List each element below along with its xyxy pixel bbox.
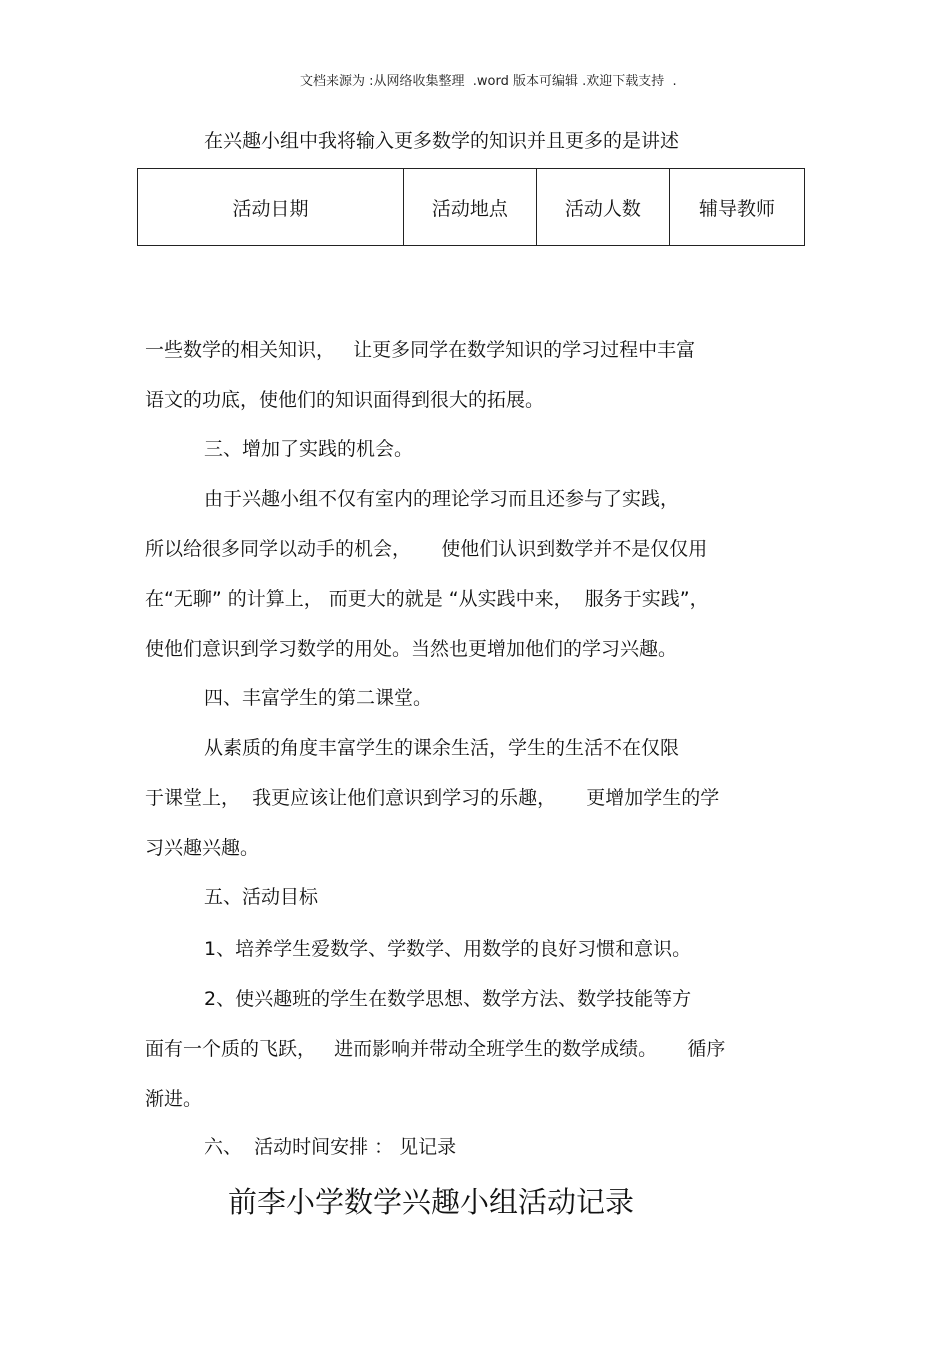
body-line: 于课堂上， 我更应该让他们意识到学习的乐趣， 更增加学生的学 xyxy=(145,787,720,809)
body-line: 从素质的角度丰富学生的课余生活，学生的生活不在仅限 xyxy=(204,737,680,759)
table-header-place: 活动地点 xyxy=(403,169,536,246)
body-line: 在“无聊” 的计算上， 而更大的就是 “从实践中来， 服务于实践”， xyxy=(145,588,709,610)
body-line: 语文的功底，使他们的知识面得到很大的拓展。 xyxy=(145,389,545,411)
body-line: 由于兴趣小组不仅有室内的理论学习而且还参与了实践， xyxy=(204,488,680,510)
body-line: 习兴趣兴趣。 xyxy=(145,837,260,859)
section-heading: 三、增加了实践的机会。 xyxy=(204,438,414,460)
intro-line: 在兴趣小组中我将输入更多数学的知识并且更多的是讲述 xyxy=(204,130,680,152)
section-heading: 五、活动目标 xyxy=(204,886,319,908)
table-row xyxy=(138,169,805,246)
body-line: 面有一个质的飞跃， 进而影响并带动全班学生的数学成绩。 循序 xyxy=(145,1038,726,1060)
body-line: 一些数学的相关知识， 让更多同学在数学知识的学习过程中丰富 xyxy=(145,339,696,361)
table-header-count: 活动人数 xyxy=(536,169,669,246)
list-item: 1、培养学生爱数学、学数学、用数学的良好习惯和意识。 xyxy=(204,938,692,960)
table-header-teacher: 辅导教师 xyxy=(669,169,804,246)
body-line: 所以给很多同学以动手的机会， 使他们认识到数学并不是仅仅用 xyxy=(145,538,708,560)
table-header-date: 活动日期 xyxy=(138,169,404,246)
body-line: 渐进。 xyxy=(145,1088,203,1110)
activity-table xyxy=(137,168,805,246)
list-item: 2、使兴趣班的学生在数学思想、数学方法、数学技能等方 xyxy=(204,988,692,1010)
body-line: 使他们意识到学习数学的用处。当然也更增加他们的学习兴趣。 xyxy=(145,638,678,660)
section-heading: 六、 活动时间安排 ： 见记录 xyxy=(204,1136,457,1158)
document-header-note: 文档来源为 :从网络收集整理 .word 版本可编辑 .欢迎下载支持 . xyxy=(300,74,677,89)
record-title: 前李小学数学兴趣小组活动记录 xyxy=(228,1185,635,1219)
section-heading: 四、丰富学生的第二课堂。 xyxy=(204,687,433,709)
